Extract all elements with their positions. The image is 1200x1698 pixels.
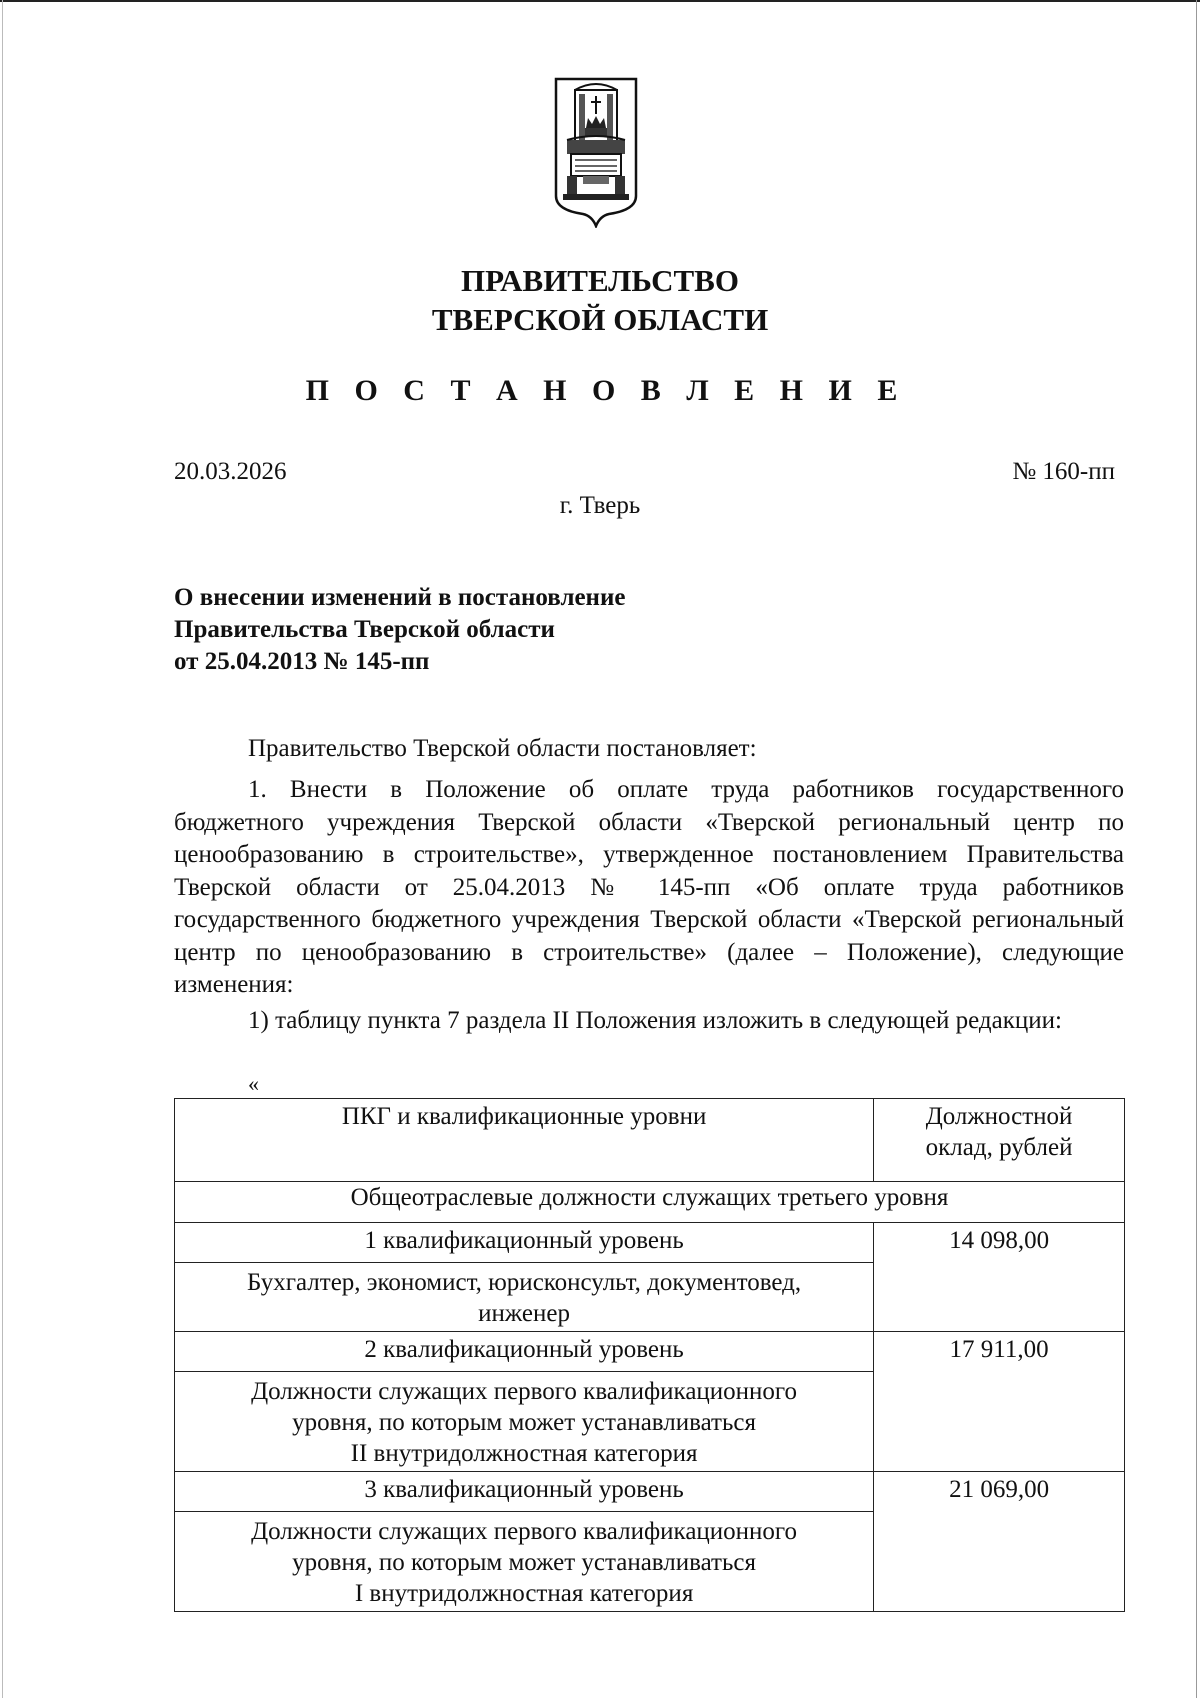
document-type-title: П О С Т А Н О В Л Е Н И Е	[305, 374, 907, 407]
document-number: № 160-пп	[1012, 458, 1115, 485]
salary-cell: 17 911,00	[874, 1332, 1125, 1472]
subject-line1: О внесении изменений в постановление	[174, 584, 626, 611]
scan-edge-left	[2, 0, 3, 1698]
table-row	[175, 1472, 1125, 1512]
scan-edge-right	[1196, 0, 1197, 1698]
header-salary-line2: оклад, рублей	[925, 1134, 1073, 1161]
coat-of-arms-icon	[553, 76, 639, 228]
table-header-row	[175, 1099, 1125, 1182]
header-cell-levels: ПКГ и квалификационные уровни	[175, 1099, 874, 1182]
header-salary-line1: Должностной	[925, 1103, 1073, 1130]
description-line: уровня, по которым может устанавливаться	[292, 1549, 756, 1576]
description-line: Бухгалтер, экономист, юрисконсульт, документовед,	[246, 1269, 802, 1296]
paragraph-resolves: Правительство Тверской области постановляет:	[248, 735, 757, 762]
table-row	[175, 1223, 1125, 1263]
document-date: 20.03.2026	[174, 458, 287, 485]
header-cell-salary	[874, 1099, 1125, 1182]
description-line: инженер	[478, 1300, 570, 1327]
level-cell: 3 квалификационный уровень	[175, 1472, 874, 1512]
level-cell: 2 квалификационный уровень	[175, 1332, 874, 1372]
document-city: г. Тверь	[559, 492, 641, 519]
document-subject	[174, 582, 625, 678]
description-cell	[175, 1372, 874, 1472]
salary-cell: 21 069,00	[874, 1472, 1125, 1612]
level-cell: 1 квалификационный уровень	[175, 1223, 874, 1263]
description-cell	[175, 1512, 874, 1612]
description-line: Должности служащих первого квалификационного	[251, 1378, 798, 1405]
government-title-line2: ТВЕРСКОЙ ОБЛАСТИ	[431, 302, 769, 337]
subject-line3: от 25.04.2013 № 145-пп	[174, 648, 430, 675]
description-line: Должности служащих первого квалификационного	[251, 1518, 798, 1545]
subject-line2: Правительства Тверской области	[174, 616, 555, 643]
government-title-line1: ПРАВИТЕЛЬСТВО	[461, 263, 739, 298]
salary-table	[174, 1098, 1125, 1612]
scan-edge-top	[0, 0, 1200, 2]
table-group-row	[175, 1182, 1125, 1223]
quote-open-mark: «	[248, 1071, 259, 1096]
description-cell	[175, 1263, 874, 1332]
description-line: I внутридолжностная категория	[354, 1580, 694, 1607]
salary-cell: 14 098,00	[874, 1223, 1125, 1332]
group-title-cell: Общеотраслевые должности служащих третьего уровня	[175, 1182, 1125, 1223]
table-row	[175, 1332, 1125, 1372]
description-line: уровня, по которым может устанавливаться	[292, 1409, 756, 1436]
description-line: II внутридолжностная категория	[350, 1440, 698, 1467]
paragraph-item-1: 1. Внести в Положение об оплате труда работников государственного бюджетного учреждения Тверской области «Тверской региональный центр по ценообразованию в строительстве», утвержденное постановлением Правительства Тверской области от 25.04.2013 № 145-пп «Об оплате труда работников государственного бюджетного учреждения Тверской области «Тверской региональный центр по ценообразованию в строительстве» (далее – Положение), следующие изменения:	[174, 776, 1124, 998]
paragraph-subitem-1: 1) таблицу пункта 7 раздела II Положения изложить в следующей редакции:	[248, 1007, 1062, 1034]
